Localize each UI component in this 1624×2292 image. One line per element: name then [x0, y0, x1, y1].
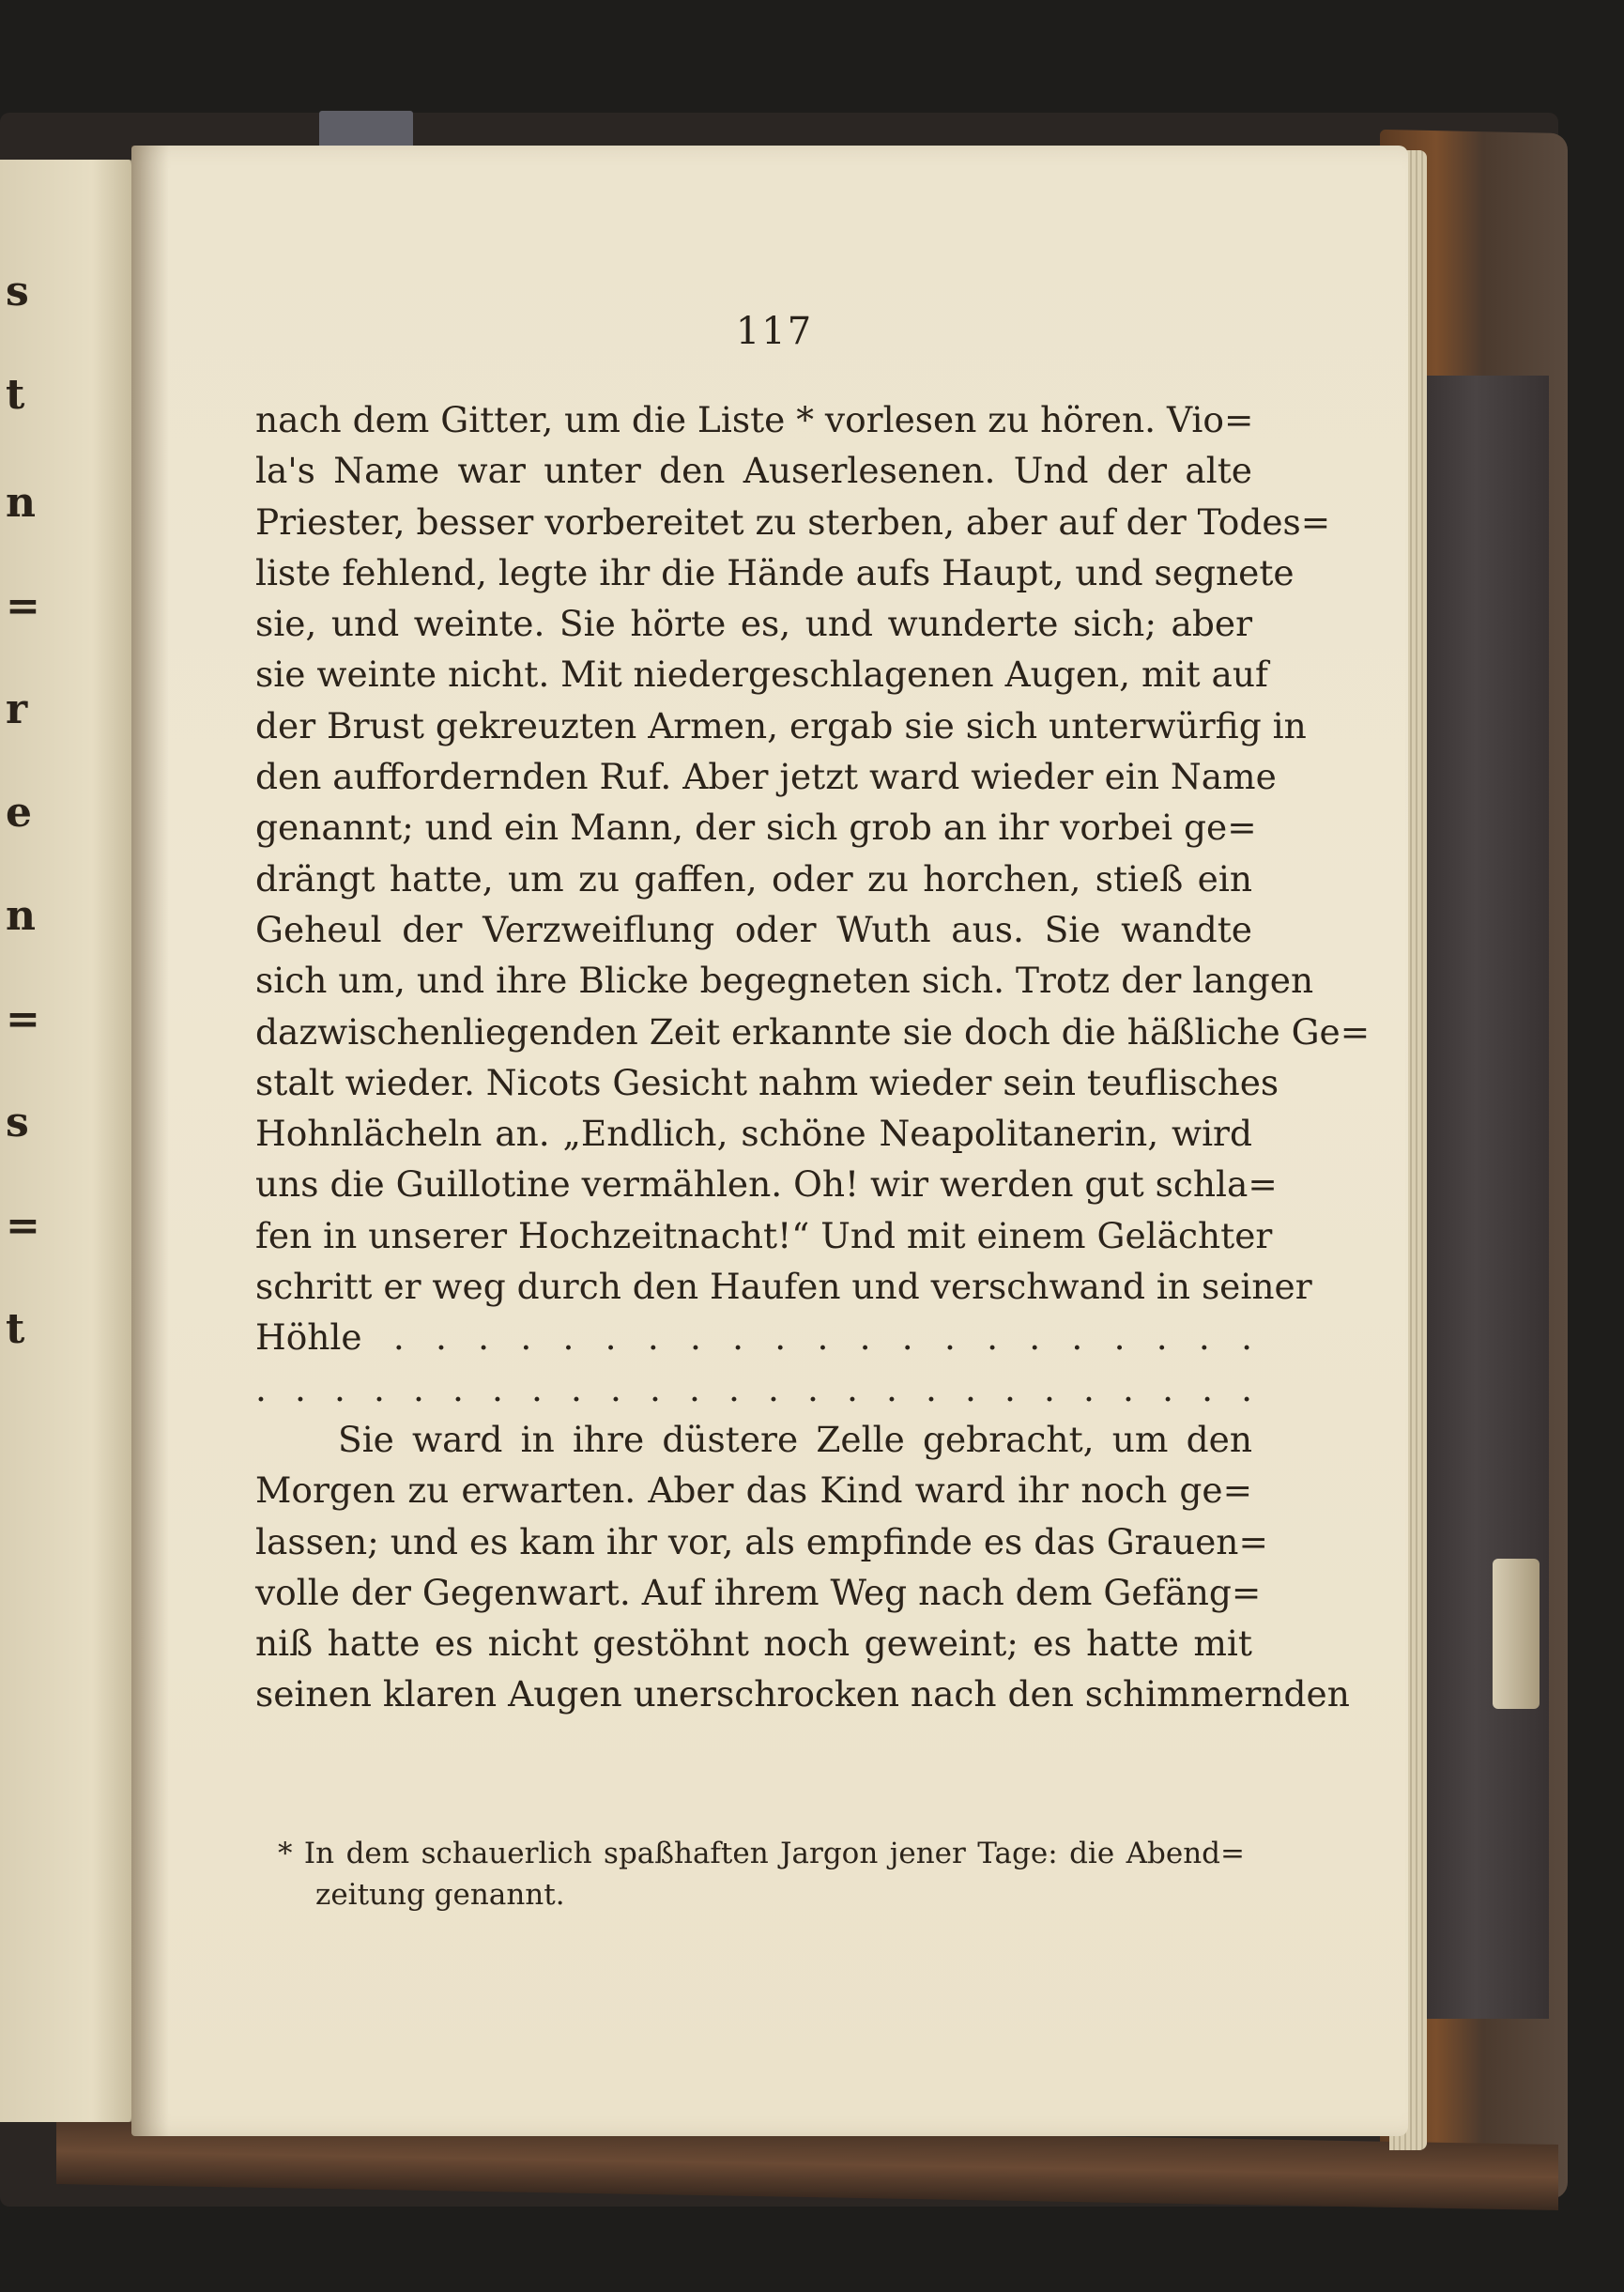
left-page-letter: = — [6, 1202, 40, 1250]
footnote-line: * In dem schauerlich spaßhaften Jargon jener Tage: die Abend= — [278, 1837, 1245, 1870]
text-line: uns die Guillotine vermählen. Oh! wir werden gut schla= — [255, 1163, 1278, 1206]
text-line: sie weinte nicht. Mit niedergeschlagenen Augen, mit auf — [255, 654, 1268, 696]
text-line: niß hatte es nicht gestöhnt noch geweint; es hatte mit — [255, 1623, 1252, 1665]
left-page-letter: = — [6, 995, 40, 1043]
text-line: sie, und weinte. Sie hörte es, und wunderte sich; aber — [255, 603, 1252, 645]
left-page-letter: n — [6, 479, 36, 527]
cover-damage — [1493, 1559, 1540, 1709]
text-line: fen in unserer Hochzeitnacht!“ Und mit einem Gelächter — [255, 1214, 1273, 1256]
text-line: seinen klaren Augen unerschrocken nach den schimmernden — [255, 1673, 1350, 1715]
text-line: lassen; und es kam ihr vor, als empfinde es das Grauen= — [255, 1520, 1268, 1562]
left-page-letter: = — [6, 582, 40, 630]
paragraph-1 — [255, 394, 1371, 1414]
text-line: la's Name war unter den Auserlesenen. Und der alte — [255, 450, 1252, 492]
text-line: Morgen zu erwarten. Aber das Kind ward ihr noch ge= — [255, 1469, 1252, 1512]
text-line: drängt hatte, um zu gaffen, oder zu horchen, stieß ein — [255, 857, 1252, 900]
text-line: genannt; und ein Mann, der sich grob an ihr vorbei ge= — [255, 807, 1257, 849]
page-number: 117 — [735, 310, 814, 353]
text-line: . . . . . . . . . . . . . . . . . . . . . . . . . . — [255, 1367, 1252, 1409]
text-line: schritt er weg durch den Haufen und verschwand in seiner — [255, 1266, 1312, 1308]
left-page-letter: e — [6, 789, 32, 837]
gutter-shadow — [131, 146, 169, 2136]
paragraph-2 — [255, 1414, 1350, 1720]
text-line: Hohnlächeln an. „Endlich, schöne Neapolitanerin, wird — [255, 1113, 1252, 1155]
text-line: liste fehlend, legte ihr die Hände aufs Haupt, und segnete — [255, 551, 1295, 593]
footnote-line: zeitung genannt. — [315, 1878, 565, 1912]
text-line: Sie ward in ihre düstere Zelle gebracht, um den — [338, 1418, 1252, 1460]
left-page-letter: t — [6, 371, 25, 419]
text-line: sich um, und ihre Blicke begegneten sich. Trotz der langen — [255, 960, 1314, 1002]
body-text — [255, 394, 1371, 1720]
text-line: stalt wieder. Nicots Gesicht nahm wieder sein teuflisches — [255, 1061, 1279, 1103]
left-page-letter: r — [6, 685, 28, 733]
left-page-edge — [0, 160, 134, 2122]
left-page-letter: s — [6, 1099, 29, 1146]
text-line: nach dem Gitter, um die Liste * vorlesen zu hören. Vio= — [255, 399, 1254, 440]
left-page-letter: t — [6, 1305, 25, 1353]
text-line: der Brust gekreuzten Armen, ergab sie sich unterwürfig in — [255, 704, 1307, 746]
text-line: Höhle . . . . . . . . . . . . . . . . . . . . . — [255, 1316, 1252, 1359]
left-page-letter: s — [6, 268, 29, 315]
text-line: den auffordernden Ruf. Aber jetzt ward wieder ein Name — [255, 756, 1277, 798]
text-line: volle der Gegenwart. Auf ihrem Weg nach dem Gefäng= — [255, 1571, 1262, 1613]
text-line: dazwischenliegenden Zeit erkannte sie doch die häßliche Ge= — [255, 1010, 1371, 1053]
text-line: Geheul der Verzweiflung oder Wuth aus. Sie wandte — [255, 908, 1252, 950]
book-cover-edge — [1427, 376, 1549, 2019]
footnote — [278, 1833, 1245, 1915]
text-line: Priester, besser vorbereitet zu sterben, aber auf der Todes= — [255, 500, 1331, 543]
left-page-letter: n — [6, 892, 36, 940]
